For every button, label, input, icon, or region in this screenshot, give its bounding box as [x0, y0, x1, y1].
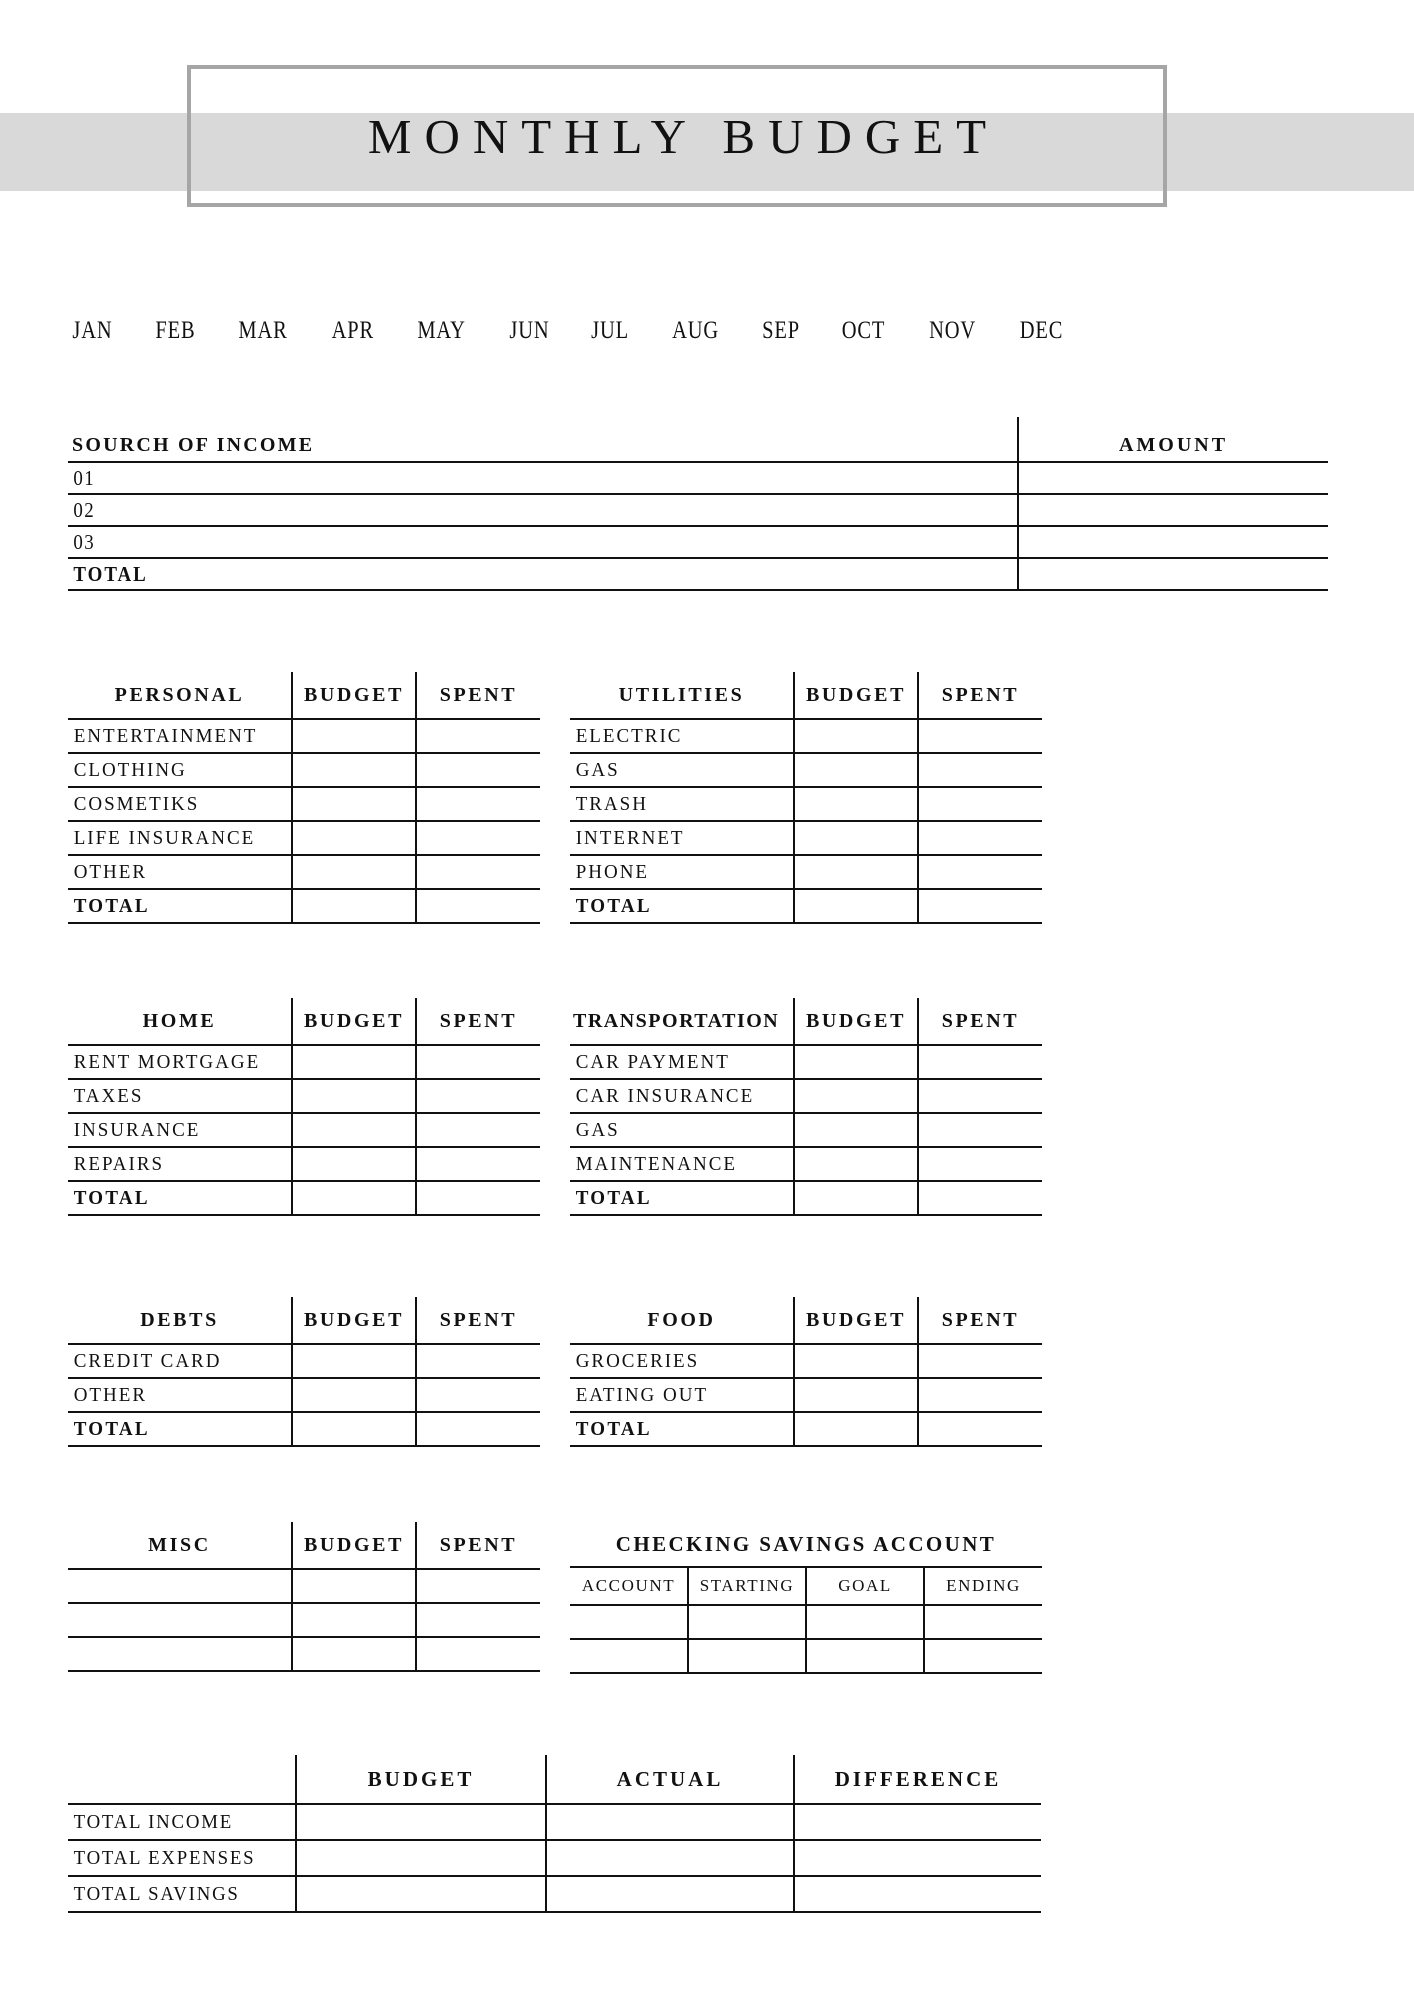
- table-row: [570, 1147, 1042, 1181]
- personal-spent-header: SPENT: [416, 672, 540, 719]
- table-row: [68, 719, 540, 753]
- month-oct[interactable]: OCT: [842, 317, 886, 344]
- savings-row1-account[interactable]: [570, 1605, 688, 1639]
- table-row: [68, 1181, 540, 1215]
- debts-total-spent[interactable]: [416, 1412, 540, 1446]
- savings-row1-starting[interactable]: [688, 1605, 806, 1639]
- page-title: MONTHLY BUDGET: [367, 108, 1000, 164]
- transportation-budget-car-payment[interactable]: [794, 1045, 918, 1079]
- table-row: [68, 1079, 540, 1113]
- table-row: [68, 1378, 540, 1412]
- table-row: [68, 494, 1328, 526]
- income-row-amount-02[interactable]: [1018, 494, 1328, 526]
- summary-table: [68, 1755, 1041, 1913]
- personal-total-spent[interactable]: [416, 889, 540, 923]
- personal-budget-other[interactable]: [292, 855, 416, 889]
- income-row-label-01: 01: [68, 462, 923, 494]
- misc-spent-1[interactable]: [416, 1569, 540, 1603]
- personal-spent-cosmetiks[interactable]: [416, 787, 540, 821]
- personal-total-budget[interactable]: [292, 889, 416, 923]
- misc-title: MISC: [148, 1533, 211, 1556]
- misc-budget-header: BUDGET: [292, 1522, 416, 1569]
- personal-spent-clothing[interactable]: [416, 753, 540, 787]
- utilities-row-electric: ELECTRIC: [570, 719, 783, 753]
- personal-spent-entertainment[interactable]: [416, 719, 540, 753]
- income-total-label: TOTAL: [68, 558, 923, 590]
- summary-difference-total-expenses[interactable]: [794, 1840, 1041, 1876]
- income-total-amount[interactable]: [1018, 558, 1328, 590]
- table-row: [570, 1045, 1042, 1079]
- summary-actual-total-income[interactable]: [546, 1804, 794, 1840]
- transportation-budget-gas[interactable]: [794, 1113, 918, 1147]
- misc-row-3[interactable]: [68, 1637, 281, 1671]
- summary-blank-header: [68, 1755, 296, 1804]
- utilities-total-spent[interactable]: [918, 889, 1042, 923]
- home-spent-rent-mortgage[interactable]: [416, 1045, 540, 1079]
- month-jan[interactable]: JAN: [72, 317, 113, 344]
- utilities-section: [570, 672, 1042, 924]
- home-row-insurance: INSURANCE: [68, 1113, 281, 1147]
- food-total-budget[interactable]: [794, 1412, 918, 1446]
- utilities-title: UTILITIES: [618, 683, 745, 706]
- home-budget-rent-mortgage[interactable]: [292, 1045, 416, 1079]
- food-row-groceries: GROCERIES: [570, 1344, 783, 1378]
- table-header-row: [68, 1755, 1041, 1804]
- debts-budget-header: BUDGET: [292, 1297, 416, 1344]
- personal-budget-entertainment[interactable]: [292, 719, 416, 753]
- month-jun[interactable]: JUN: [509, 317, 550, 344]
- page-header: [0, 0, 1414, 232]
- table-row: [570, 821, 1042, 855]
- summary-actual-total-expenses[interactable]: [546, 1840, 794, 1876]
- home-budget-taxes[interactable]: [292, 1079, 416, 1113]
- summary-budget-total-income[interactable]: [296, 1804, 546, 1840]
- transportation-row-gas: GAS: [570, 1113, 783, 1147]
- savings-title: CHECKING SAVINGS ACCOUNT: [615, 1532, 997, 1556]
- income-section: [68, 417, 1229, 591]
- income-table: [68, 417, 1328, 591]
- month-nov[interactable]: NOV: [929, 317, 977, 344]
- savings-row2-starting[interactable]: [688, 1639, 806, 1673]
- savings-table: [570, 1566, 1042, 1674]
- savings-row2-ending[interactable]: [924, 1639, 1042, 1673]
- personal-total-label: TOTAL: [68, 889, 281, 923]
- misc-spent-3[interactable]: [416, 1637, 540, 1671]
- personal-row-other: OTHER: [68, 855, 281, 889]
- misc-section: [68, 1522, 540, 1672]
- home-spent-header: SPENT: [416, 998, 540, 1045]
- summary-difference-total-savings[interactable]: [794, 1876, 1041, 1912]
- transportation-row-maintenance: MAINTENANCE: [570, 1147, 783, 1181]
- table-row: [570, 1344, 1042, 1378]
- table-row: [570, 889, 1042, 923]
- transportation-spent-header: SPENT: [918, 998, 1042, 1045]
- income-header-row: [68, 417, 1328, 462]
- month-may[interactable]: MAY: [417, 317, 466, 344]
- savings-section: [570, 1522, 1042, 1674]
- transportation-spent-car-payment[interactable]: [918, 1045, 1042, 1079]
- transportation-table: [570, 998, 1042, 1216]
- home-row-rent-mortgage: RENT MORTGAGE: [68, 1045, 281, 1079]
- debts-row-other: OTHER: [68, 1378, 281, 1412]
- table-row: [570, 1605, 1042, 1639]
- table-row: [68, 889, 540, 923]
- table-row: [68, 558, 1328, 590]
- food-spent-eating-out[interactable]: [918, 1378, 1042, 1412]
- summary-label-total-expenses: TOTAL EXPENSES: [68, 1840, 282, 1876]
- table-header-row: [68, 672, 540, 719]
- utilities-row-phone: PHONE: [570, 855, 783, 889]
- table-row: [68, 526, 1328, 558]
- income-row-amount-03[interactable]: [1018, 526, 1328, 558]
- debts-total-label: TOTAL: [68, 1412, 281, 1446]
- savings-col-ending: ENDING: [924, 1567, 1042, 1605]
- income-row-label-03: 03: [68, 526, 923, 558]
- food-spent-header: SPENT: [918, 1297, 1042, 1344]
- home-section: [68, 998, 540, 1216]
- summary-col-budget: BUDGET: [296, 1755, 546, 1804]
- table-header-row: [570, 1567, 1042, 1605]
- transportation-total-label: TOTAL: [570, 1181, 783, 1215]
- transportation-spent-gas[interactable]: [918, 1113, 1042, 1147]
- table-row: [570, 719, 1042, 753]
- utilities-total-budget[interactable]: [794, 889, 918, 923]
- savings-row2-goal[interactable]: [806, 1639, 924, 1673]
- home-total-spent[interactable]: [416, 1181, 540, 1215]
- home-row-taxes: TAXES: [68, 1079, 281, 1113]
- month-aug[interactable]: AUG: [672, 317, 719, 344]
- table-row: [68, 1147, 540, 1181]
- personal-row-life-insurance: LIFE INSURANCE: [68, 821, 281, 855]
- personal-spent-life-insurance[interactable]: [416, 821, 540, 855]
- home-row-repairs: REPAIRS: [68, 1147, 281, 1181]
- table-row: [68, 1804, 1041, 1840]
- transportation-budget-header: BUDGET: [794, 998, 918, 1045]
- utilities-row-internet: INTERNET: [570, 821, 783, 855]
- utilities-spent-phone[interactable]: [918, 855, 1042, 889]
- food-total-spent[interactable]: [918, 1412, 1042, 1446]
- food-row-eating-out: EATING OUT: [570, 1378, 783, 1412]
- table-row: [570, 1378, 1042, 1412]
- misc-row-1[interactable]: [68, 1569, 281, 1603]
- home-spent-insurance[interactable]: [416, 1113, 540, 1147]
- table-header-row: [570, 1297, 1042, 1344]
- personal-table: [68, 672, 540, 924]
- misc-budget-3[interactable]: [292, 1637, 416, 1671]
- personal-spent-other[interactable]: [416, 855, 540, 889]
- month-mar[interactable]: MAR: [238, 317, 288, 344]
- table-header-row: [68, 1522, 540, 1569]
- table-row: [68, 1412, 540, 1446]
- utilities-spent-gas[interactable]: [918, 753, 1042, 787]
- table-row: [68, 1876, 1041, 1912]
- savings-col-account: ACCOUNT: [570, 1567, 688, 1605]
- personal-section: [68, 672, 540, 924]
- table-row: [68, 1045, 540, 1079]
- misc-spent-header: SPENT: [416, 1522, 540, 1569]
- table-row: [570, 1079, 1042, 1113]
- table-row: [68, 1840, 1041, 1876]
- transportation-spent-car-insurance[interactable]: [918, 1079, 1042, 1113]
- transportation-total-spent[interactable]: [918, 1181, 1042, 1215]
- savings-row1-goal[interactable]: [806, 1605, 924, 1639]
- personal-title: PERSONAL: [114, 683, 245, 706]
- debts-row-credit-card: CREDIT CARD: [68, 1344, 281, 1378]
- month-selector: [68, 317, 1068, 345]
- income-row-amount-01[interactable]: [1018, 462, 1328, 494]
- utilities-total-label: TOTAL: [570, 889, 783, 923]
- food-title: FOOD: [647, 1308, 716, 1331]
- food-section: [570, 1297, 1042, 1447]
- table-row: [68, 753, 540, 787]
- utilities-spent-trash[interactable]: [918, 787, 1042, 821]
- table-header-row: [68, 1297, 540, 1344]
- month-feb[interactable]: FEB: [154, 317, 195, 344]
- debts-spent-other[interactable]: [416, 1378, 540, 1412]
- food-budget-groceries[interactable]: [794, 1344, 918, 1378]
- utilities-row-trash: TRASH: [570, 787, 783, 821]
- debts-budget-other[interactable]: [292, 1378, 416, 1412]
- utilities-budget-header: BUDGET: [794, 672, 918, 719]
- table-row: [570, 855, 1042, 889]
- utilities-row-gas: GAS: [570, 753, 783, 787]
- utilities-spent-internet[interactable]: [918, 821, 1042, 855]
- home-total-budget[interactable]: [292, 1181, 416, 1215]
- food-budget-eating-out[interactable]: [794, 1378, 918, 1412]
- misc-budget-2[interactable]: [292, 1603, 416, 1637]
- savings-col-starting: STARTING: [688, 1567, 806, 1605]
- home-table: [68, 998, 540, 1216]
- table-row: [68, 1569, 540, 1603]
- summary-col-actual: ACTUAL: [546, 1755, 794, 1804]
- table-header-row: [68, 998, 540, 1045]
- transportation-budget-car-insurance[interactable]: [794, 1079, 918, 1113]
- utilities-spent-header: SPENT: [918, 672, 1042, 719]
- transportation-section: [570, 998, 1042, 1216]
- home-budget-insurance[interactable]: [292, 1113, 416, 1147]
- home-spent-taxes[interactable]: [416, 1079, 540, 1113]
- income-source-header: SOURCH OF INCOME: [72, 434, 315, 456]
- debts-table: [68, 1297, 540, 1447]
- month-dec[interactable]: DEC: [1019, 317, 1064, 344]
- savings-row1-ending[interactable]: [924, 1605, 1042, 1639]
- misc-table: [68, 1522, 540, 1672]
- summary-difference-total-income[interactable]: [794, 1804, 1041, 1840]
- summary-col-difference: DIFFERENCE: [794, 1755, 1041, 1804]
- personal-budget-life-insurance[interactable]: [292, 821, 416, 855]
- personal-budget-cosmetiks[interactable]: [292, 787, 416, 821]
- table-row: [570, 1181, 1042, 1215]
- table-row: [570, 1412, 1042, 1446]
- debts-spent-credit-card[interactable]: [416, 1344, 540, 1378]
- personal-budget-header: BUDGET: [292, 672, 416, 719]
- misc-budget-1[interactable]: [292, 1569, 416, 1603]
- summary-section: [68, 1755, 1041, 1913]
- utilities-budget-trash[interactable]: [794, 787, 918, 821]
- income-amount-header: AMOUNT: [1018, 417, 1328, 462]
- transportation-total-budget[interactable]: [794, 1181, 918, 1215]
- savings-row2-account[interactable]: [570, 1639, 688, 1673]
- summary-budget-total-savings[interactable]: [296, 1876, 546, 1912]
- table-row: [68, 462, 1328, 494]
- debts-spent-header: SPENT: [416, 1297, 540, 1344]
- home-title: HOME: [142, 1009, 217, 1032]
- home-budget-header: BUDGET: [292, 998, 416, 1045]
- summary-budget-total-expenses[interactable]: [296, 1840, 546, 1876]
- table-row: [68, 1344, 540, 1378]
- debts-total-budget[interactable]: [292, 1412, 416, 1446]
- transportation-title: TRANSPORTATION: [573, 1009, 780, 1032]
- table-header-row: [570, 672, 1042, 719]
- home-spent-repairs[interactable]: [416, 1147, 540, 1181]
- summary-label-total-savings: TOTAL SAVINGS: [68, 1876, 282, 1912]
- income-row-label-02: 02: [68, 494, 923, 526]
- utilities-budget-phone[interactable]: [794, 855, 918, 889]
- food-budget-header: BUDGET: [794, 1297, 918, 1344]
- table-row: [68, 1113, 540, 1147]
- food-spent-groceries[interactable]: [918, 1344, 1042, 1378]
- debts-section: [68, 1297, 540, 1447]
- personal-row-cosmetiks: COSMETIKS: [68, 787, 281, 821]
- table-header-row: [570, 998, 1042, 1045]
- utilities-table: [570, 672, 1042, 924]
- food-table: [570, 1297, 1042, 1447]
- table-row: [68, 855, 540, 889]
- transportation-budget-maintenance[interactable]: [794, 1147, 918, 1181]
- table-row: [570, 753, 1042, 787]
- debts-title: DEBTS: [140, 1308, 219, 1331]
- transportation-row-car-payment: CAR PAYMENT: [570, 1045, 783, 1079]
- table-row: [68, 1603, 540, 1637]
- utilities-spent-electric[interactable]: [918, 719, 1042, 753]
- month-sep[interactable]: SEP: [761, 317, 800, 344]
- utilities-budget-gas[interactable]: [794, 753, 918, 787]
- personal-row-clothing: CLOTHING: [68, 753, 281, 787]
- home-total-label: TOTAL: [68, 1181, 281, 1215]
- transportation-spent-maintenance[interactable]: [918, 1147, 1042, 1181]
- food-total-label: TOTAL: [570, 1412, 783, 1446]
- misc-spent-2[interactable]: [416, 1603, 540, 1637]
- personal-budget-clothing[interactable]: [292, 753, 416, 787]
- misc-row-2[interactable]: [68, 1603, 281, 1637]
- home-budget-repairs[interactable]: [292, 1147, 416, 1181]
- table-row: [68, 1637, 540, 1671]
- debts-budget-credit-card[interactable]: [292, 1344, 416, 1378]
- transportation-row-car-insurance: CAR INSURANCE: [570, 1079, 783, 1113]
- savings-col-goal: GOAL: [806, 1567, 924, 1605]
- table-row: [570, 787, 1042, 821]
- table-row: [68, 787, 540, 821]
- summary-actual-total-savings[interactable]: [546, 1876, 794, 1912]
- utilities-budget-internet[interactable]: [794, 821, 918, 855]
- table-row: [68, 821, 540, 855]
- month-jul[interactable]: JUL: [591, 317, 630, 344]
- utilities-budget-electric[interactable]: [794, 719, 918, 753]
- summary-label-total-income: TOTAL INCOME: [68, 1804, 282, 1840]
- personal-row-entertainment: ENTERTAINMENT: [68, 719, 281, 753]
- table-row: [570, 1113, 1042, 1147]
- month-apr[interactable]: APR: [331, 317, 374, 344]
- table-row: [570, 1639, 1042, 1673]
